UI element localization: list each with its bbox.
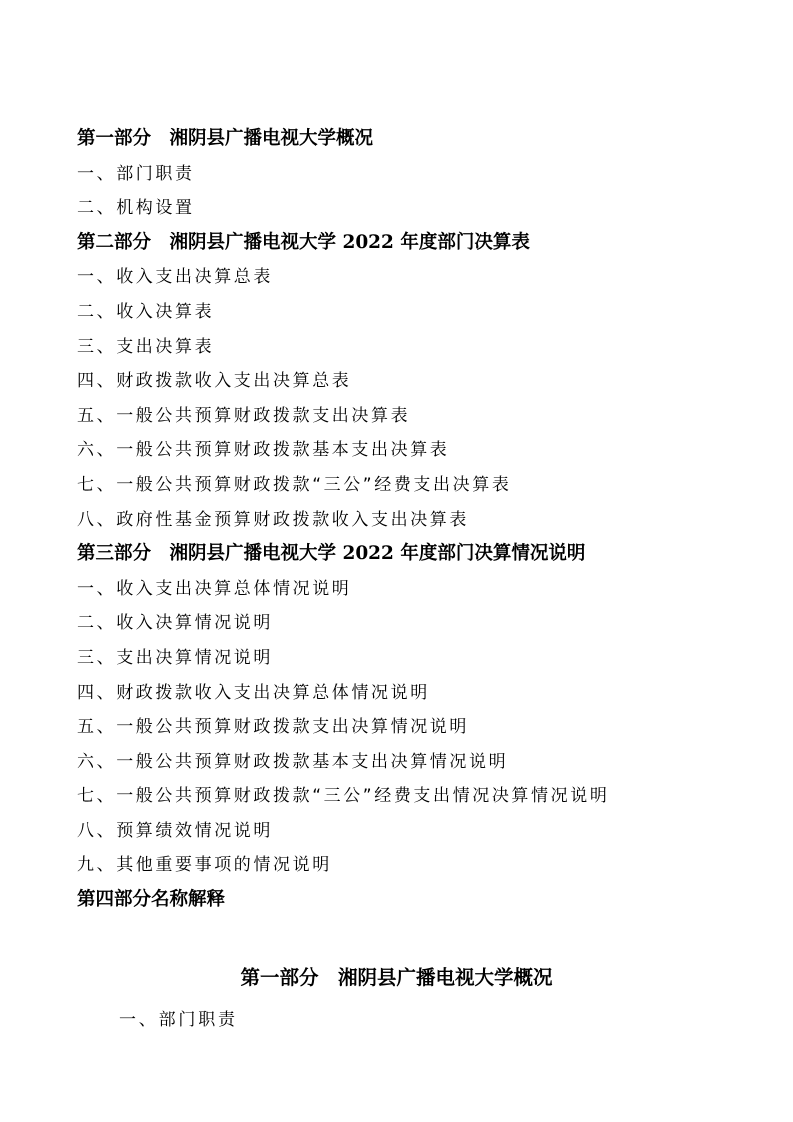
section-title: 第一部分 湘阴县广播电视大学概况: [240, 966, 553, 989]
table-of-contents: [77, 122, 737, 918]
toc-item: 九、其他重要事项的情况说明: [77, 855, 332, 876]
toc-item: 三、支出决算表: [77, 336, 215, 357]
toc-item: 五、一般公共预算财政拨款支出决算情况说明: [77, 717, 469, 738]
toc-item: 六、一般公共预算财政拨款基本支出决算情况说明: [77, 751, 509, 772]
toc-part-2: 第二部分 湘阴县广播电视大学 2022 年度部门决算表: [77, 231, 530, 253]
toc-item: 一、收入支出决算总体情况说明: [77, 578, 352, 599]
toc-item: 二、收入决算表: [77, 301, 215, 322]
toc-item: 八、预算绩效情况说明: [77, 820, 273, 841]
toc-item: 七、一般公共预算财政拨款“三公”经费支出决算表: [77, 474, 512, 495]
toc-item: 四、财政拨款收入支出决算总表: [77, 371, 352, 392]
section-subheading: 一、部门职责: [119, 1010, 238, 1030]
toc-item: 二、机构设置: [77, 198, 195, 219]
toc-item: 八、政府性基金预算财政拨款收入支出决算表: [77, 509, 469, 530]
toc-item: 六、一般公共预算财政拨款基本支出决算表: [77, 440, 450, 461]
toc-item: 一、部门职责: [77, 163, 195, 184]
toc-item: 四、财政拨款收入支出决算总体情况说明: [77, 682, 430, 703]
toc-part-3: 第三部分 湘阴县广播电视大学 2022 年度部门决算情况说明: [77, 543, 586, 565]
toc-item: 五、一般公共预算财政拨款支出决算表: [77, 405, 411, 426]
toc-part-1: 第一部分 湘阴县广播电视大学概况: [77, 128, 374, 149]
toc-part-4: 第四部分名称解释: [77, 889, 226, 911]
toc-item: 二、收入决算情况说明: [77, 613, 273, 634]
toc-item: 七、一般公共预算财政拨款“三公”经费支出情况决算情况说明: [77, 786, 610, 807]
toc-item: 一、收入支出决算总表: [77, 267, 273, 288]
toc-item: 三、支出决算情况说明: [77, 647, 273, 668]
